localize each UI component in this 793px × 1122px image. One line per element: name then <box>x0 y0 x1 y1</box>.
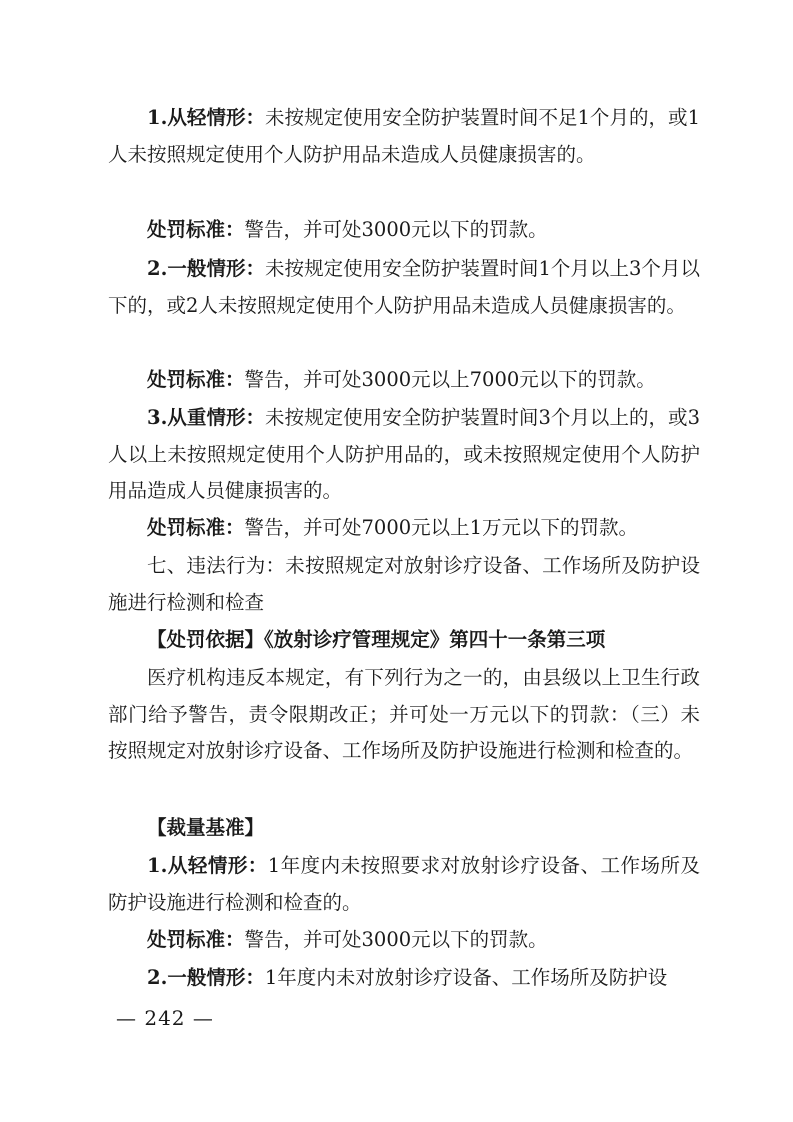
paragraph-lead: 3.从重情形： <box>147 406 266 429</box>
paragraph-penalty-standard <box>108 510 700 547</box>
paragraph-lead: 处罚标准： <box>147 928 245 951</box>
paragraph-penalty-standard <box>108 212 700 249</box>
paragraph-lead: 处罚标准： <box>147 368 245 391</box>
paragraph-penalty-standard <box>108 362 700 399</box>
paragraph-text: 警告，并可处3000元以下的罚款。 <box>244 928 548 951</box>
paragraph-text: 1年度内未对放射诊疗设备、工作场所及防护设 <box>264 966 668 989</box>
paragraph-text: 警告，并可处3000元以上7000元以下的罚款。 <box>244 368 656 391</box>
paragraph-text: 七、违法行为：未按照规定对放射诊疗设备、工作场所及防护设施进行检测和检查 <box>108 554 700 614</box>
paragraph-text: 医疗机构违反本规定，有下列行为之一的，由县级以上卫生行政部门给予警告，责令限期改正；并可处一万元以下的罚款：（三）未按照规定对放射诊疗设备、工作场所及防护设施进行检测和检查的。 <box>108 666 700 762</box>
paragraph-text: 未按规定使用安全防护装置时间1个月以上3个月以下的，或2人未按照规定使用个人防护用品未造成人员健康损害的。 <box>108 257 700 317</box>
paragraph-general-case <box>108 251 700 324</box>
paragraph-severe-case <box>108 400 700 510</box>
paragraph-text: 未按规定使用安全防护装置时间3个月以上的，或3人以上未按照规定使用个人防护用品的，或未按照规定使用个人防护用品造成人员健康损害的。 <box>108 406 700 502</box>
paragraph-general-case <box>108 960 700 997</box>
paragraph-text: 警告，并可处3000元以下的罚款。 <box>244 218 548 241</box>
paragraph-text: 警告，并可处7000元以上1万元以下的罚款。 <box>244 516 639 539</box>
paragraph-lead: 1.从轻情形： <box>147 106 266 129</box>
paragraph-lead: 1.从轻情形： <box>147 854 268 877</box>
paragraph-mild-case <box>108 848 700 921</box>
paragraph-lead: 2.一般情形： <box>147 966 265 989</box>
paragraph-mild-case <box>108 100 700 173</box>
paragraph-text: 1年度内未按照要求对放射诊疗设备、工作场所及防护设施进行检测和检查的。 <box>108 854 700 914</box>
paragraph-text: 未按规定使用安全防护装置时间不足1个月的，或1人未按照规定使用个人防护用品未造成人员健康损害的。 <box>108 106 700 166</box>
page-number: — 242 — <box>116 1006 214 1030</box>
paragraph-lead: 【处罚依据】《放射诊疗管理规定》第四十一条第三项 <box>147 628 606 651</box>
paragraph-lead: 处罚标准： <box>147 516 245 539</box>
paragraph-legal-basis <box>108 660 700 770</box>
paragraph-lead: 处罚标准： <box>147 218 245 241</box>
paragraph-violation-heading <box>108 548 700 621</box>
discretion-standard-heading <box>108 810 708 847</box>
paragraph-lead: 2.一般情形： <box>147 257 266 280</box>
paragraph-lead: 【裁量基准】 <box>147 816 265 839</box>
paragraph-penalty-standard <box>108 922 700 959</box>
penalty-basis-heading <box>108 622 708 659</box>
